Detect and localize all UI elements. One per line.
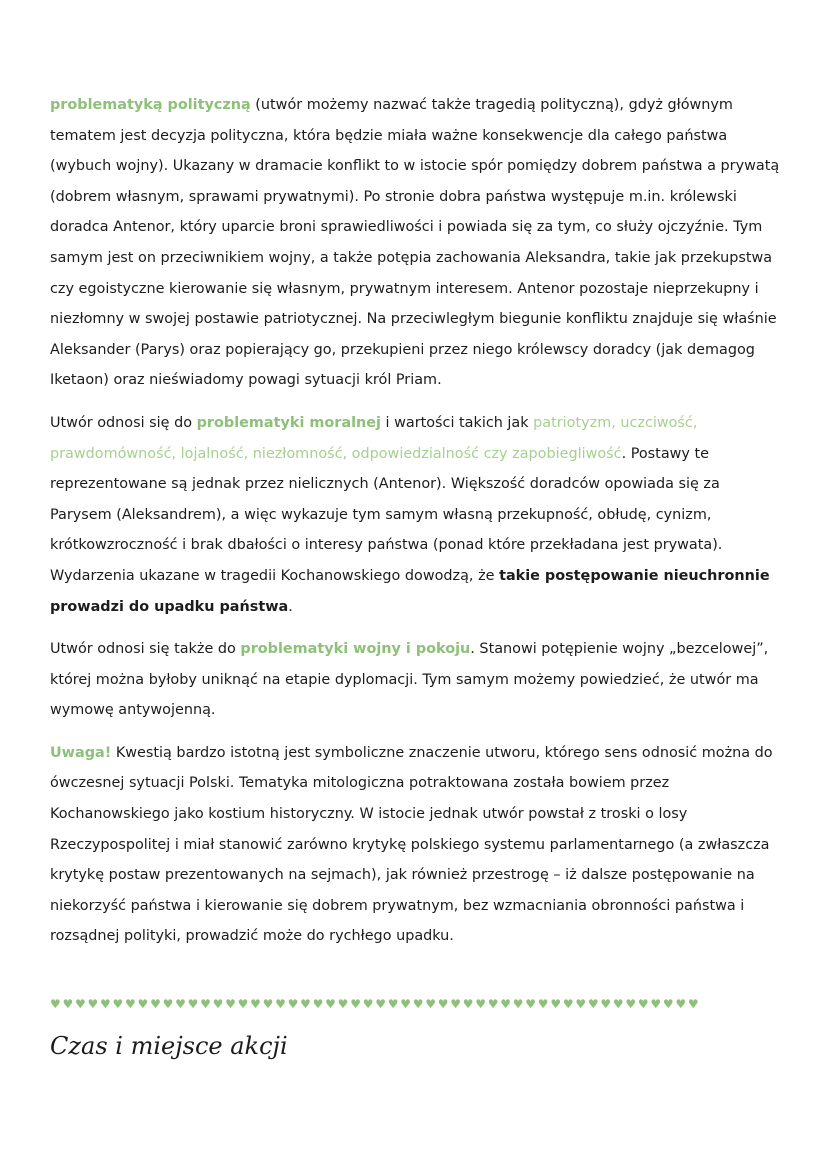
paragraph-text: . Stanowi potępienie wojny „bezcelowej”, której można byłoby uniknąć na etapie dyplomacji. Tym samym możemy powiedzieć, że utwór ma wymowę antywojenną. [50, 641, 769, 719]
highlight-values: patriotyzm, uczciwość, prawdomówność, lojalność, niezłomność, odpowiedzialność czy zapobiegliwość [50, 414, 698, 462]
highlight-war-peace: problematyki wojny i pokoju [240, 641, 471, 658]
highlight-political: problematyką polityczną [50, 97, 251, 113]
body-text [50, 90, 780, 964]
paragraph-text: Utwór odnosi się do [50, 414, 197, 431]
emphasis-conclusion: takie postępowanie nieuchronnie prowadzi do upadku państwa [50, 567, 770, 615]
highlight-moral: problematyki moralnej [196, 414, 381, 431]
paragraph-moral [50, 408, 780, 622]
paragraph-text: . [288, 598, 293, 615]
paragraph-war-peace [50, 634, 780, 726]
paragraph-political [50, 90, 780, 396]
highlight-note: Uwaga! [50, 744, 112, 761]
paragraph-text: (utwór możemy nazwać także tragedią polityczną), gdyż głównym tematem jest decyzja polityczna, która będzie miała ważne konsekwencje dla całego państwa (wybuch wojny). Ukazany w dramacie konflikt to w istocie spór pomiędzy dobrem państwa a prywatą (dobrem własnym, sprawami prywatnymi). Po stronie dobra państwa występuje m.in. królewski doradca Antenor, który uparcie broni sprawiedliwości i powiada się za tym, co służy ojczyźnie. Tym samym jest on przeciwnikiem wojny, a także potępia zachowania Aleksandra, takie jak przekupstwa czy egoistyczne kierowanie się własnym, prywatnym interesem. Antenor pozostaje nieprzekupny i niezłomny w swojej postawie patriotycznej. Na przeciwległym biegunie konfliktu znajduje się właśnie Aleksander (Parys) oraz popierający go, przekupieni przez niego królewscy doradcy (jak demagog Iketaon) oraz nieświadomy powagi sytuacji król Priam. [50, 97, 780, 389]
paragraph-text: Kwestią bardzo istotną jest symboliczne znaczenie utworu, którego sens odnosić można do ówczesnej sytuacji Polski. Tematyka mitologiczna potraktowana została bowiem przez Kochanowskiego jako kostium historyczny. W istocie jednak utwór powstał z troski o losy Rzeczypospolitej i miał stanowić zarówno krytykę polskiego systemu parlamentarnego (a zwłaszcza krytykę postaw prezentowanych na sejmach), jak również przestrogę – iż dalsze postępowanie na niekorzyść państwa i kierowanie się dobrem prywatnym, bez wzmacniania obronności państwa i rozsądnej polityki, prowadzić może do rychłego upadku. [50, 744, 773, 945]
heart-divider: ♥♥♥♥♥♥♥♥♥♥♥♥♥♥♥♥♥♥♥♥♥♥♥♥♥♥♥♥♥♥♥♥♥♥♥♥♥♥♥♥♥♥♥♥♥♥♥♥♥♥♥♥ [50, 997, 701, 1011]
paragraph-text: . Postawy te reprezentowane są jednak przez nielicznych (Antenor). Większość doradców opowiada się za Parysem (Aleksandrem), a więc wykazuje tym samym własną przekupność, obłudę, cynizm, krótkowzroczność i brak dbałości o interesy państwa (ponad które przekładana jest prywata). Wydarzenia ukazane w tragedii Kochanowskiego dowodzą, że [50, 445, 723, 584]
paragraph-note [50, 738, 780, 952]
paragraph-text: Utwór odnosi się także do [50, 641, 241, 658]
paragraph-text: i wartości takich jak [380, 414, 534, 431]
section-heading: Czas i miejsce akcji [50, 1032, 288, 1060]
